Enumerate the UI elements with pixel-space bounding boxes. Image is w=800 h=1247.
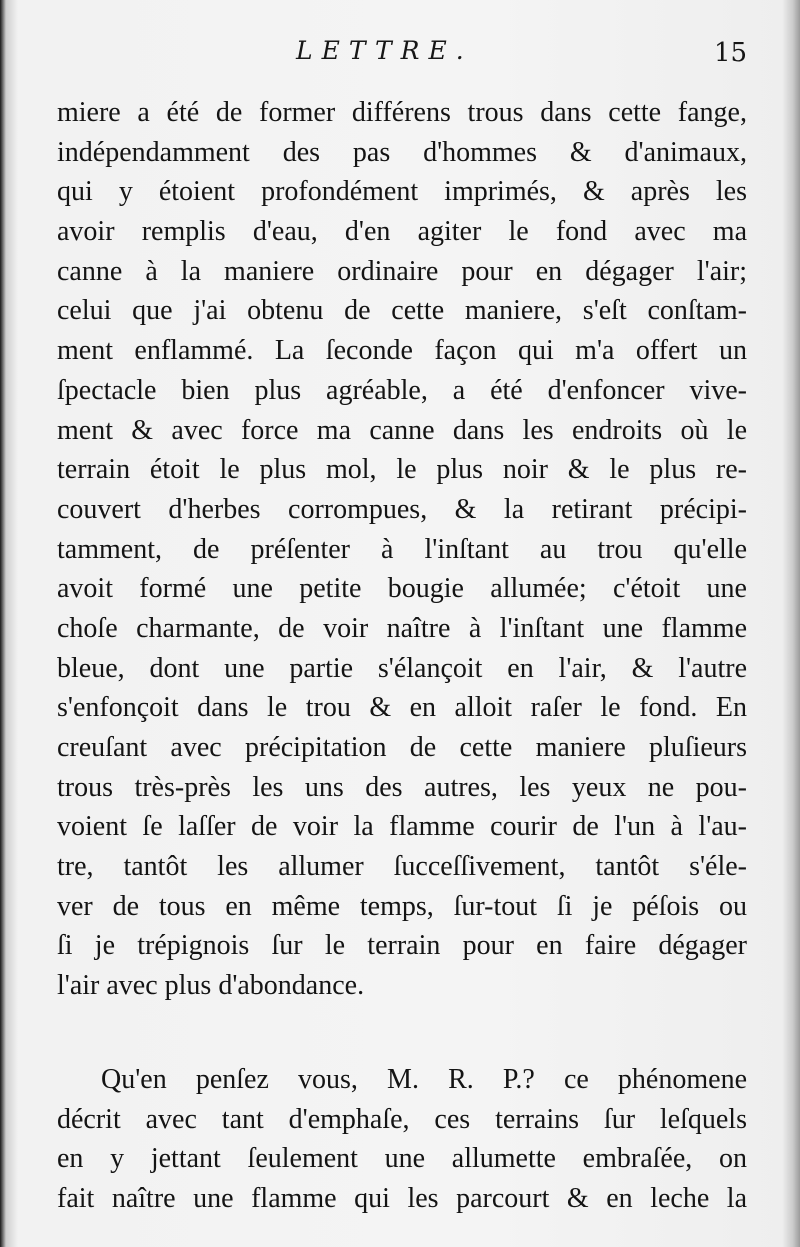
paragraph-gap <box>57 1006 747 1060</box>
text-line: creuſant avec précipitation de cette maniere pluſieurs <box>57 732 747 763</box>
text-line: canne à la maniere ordinaire pour en dégager l'air; <box>57 255 747 287</box>
text-line: avoir remplis d'eau, d'en agiter le fond avec ma <box>57 216 747 248</box>
text-line: ment & avec force ma canne dans les endroits où le <box>57 414 747 446</box>
text-line: voient ſe laſſer de voir la flamme courir de l'un à l'au- <box>57 811 747 843</box>
text-line: ſi je trépignois ſur le terrain pour en faire dégager <box>57 930 747 962</box>
text-line: ment enflammé. La ſeconde façon qui m'a offert un <box>57 335 747 367</box>
text-line: bleue, dont une partie s'élançoit en l'air, & l'autre <box>57 652 747 684</box>
page-number: 15 <box>714 38 748 68</box>
running-head: LETTRE. <box>296 36 473 65</box>
text-line: s'enfonçoit dans le trou & en alloit raſer le fond. En <box>57 692 747 724</box>
text-line: tamment, de préſenter à l'inſtant au trou qu'elle <box>57 533 747 565</box>
text-line: couvert d'herbes corrompues, & la retirant précipi- <box>57 493 747 525</box>
paragraph-1 <box>57 93 747 1006</box>
text-line: avoit formé une petite bougie allumée; c'étoit une <box>57 573 747 605</box>
text-line: choſe charmante, de voir naître à l'inſtant une flamme <box>57 612 747 644</box>
text-line: tre, tantôt les allumer ſucceſſivement, tantôt s'éle- <box>57 851 747 883</box>
text-line: qui y étoient profondément imprimés, & après les <box>57 176 747 208</box>
text-line: ſpectacle bien plus agréable, a été d'enfoncer vive- <box>57 374 747 406</box>
text-line: ver de tous en même temps, ſur-tout ſi je péſois ou <box>57 890 747 922</box>
text-line: fait naître une flamme qui les parcourt & en leche la <box>57 1182 747 1214</box>
text-line: décrit avec tant d'emphaſe, ces terrains ſur leſquels <box>57 1103 747 1135</box>
paragraph-2 <box>57 1060 747 1219</box>
text-line: en y jettant ſeulement une allumette embraſée, on <box>57 1143 747 1175</box>
text-line: terrain étoit le plus mol, le plus noir & le plus re- <box>57 454 747 486</box>
text-line: celui que j'ai obtenu de cette maniere, s'eſt conſtam- <box>57 295 747 327</box>
text-line: l'air avec plus d'abondance. <box>57 970 365 1002</box>
body-text <box>57 93 747 1219</box>
text-line: indépendamment des pas d'hommes & d'animaux, <box>57 136 747 168</box>
text-line: miere a été de former différens trous dans cette fange, <box>57 97 747 128</box>
text-line: Qu'en penſez vous, M. R. P.? ce phénomene <box>101 1063 747 1095</box>
text-line: trous très-près les uns des autres, les yeux ne pou- <box>57 771 747 803</box>
